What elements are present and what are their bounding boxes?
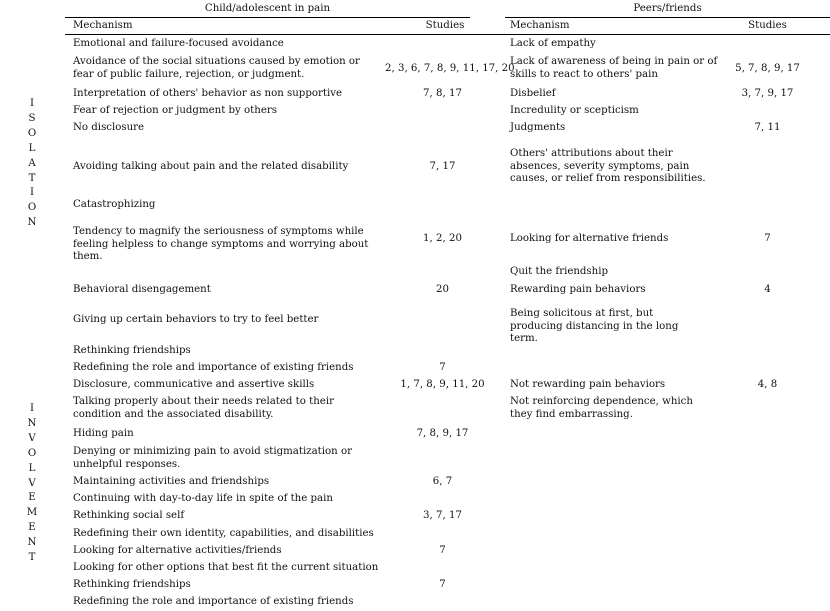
- right-mechanism: Lack of empathy: [510, 38, 596, 49]
- left-studies: 7: [439, 545, 446, 556]
- left-mechanism: Redefining the role and importance of existing friends: [73, 596, 354, 607]
- left-studies: 2, 3, 6, 7, 8, 9, 11, 17, 20: [385, 63, 515, 74]
- left-mechanism: Avoidance of the social situations caused by emotion or fear of public failure, rejection, or judgment.: [73, 56, 360, 80]
- right-studies: 7: [764, 233, 771, 244]
- right-mechanism: Quit the friendship: [510, 266, 609, 277]
- left-mechanism: Fear of rejection or judgment by others: [73, 105, 277, 116]
- left-mechanism: Hiding pain: [73, 428, 134, 439]
- isolation-label: I S O L A T I O N: [27, 98, 37, 229]
- child-mechanism-header: Mechanism: [73, 20, 133, 31]
- left-mechanism: Interpretation of others' behavior as non supportive: [73, 88, 342, 99]
- left-mechanism: Emotional and failure-focused avoidance: [73, 38, 284, 49]
- child-group-header: Child/adolescent in pain: [204, 3, 331, 14]
- peers-studies-header: Studies: [748, 20, 787, 31]
- left-mechanism: Behavioral disengagement: [73, 284, 211, 295]
- right-mechanism: Incredulity or scepticism: [510, 105, 639, 116]
- child-group-rule: [65, 17, 470, 18]
- right-studies: 4: [764, 284, 771, 295]
- right-mechanism: Disbelief: [510, 88, 556, 99]
- left-mechanism: Avoiding talking about pain and the related disability: [73, 161, 349, 172]
- left-studies: 20: [436, 284, 449, 295]
- right-mechanism: Looking for alternative friends: [510, 233, 669, 244]
- left-mechanism: Redefining the role and importance of existing friends: [73, 362, 354, 373]
- left-studies: 7, 8, 17: [423, 88, 462, 99]
- left-mechanism: Disclosure, communicative and assertive skills: [73, 379, 315, 390]
- left-studies: 7, 17: [429, 161, 456, 172]
- left-mechanism: Rethinking friendships: [73, 579, 191, 590]
- peers-mechanism-header: Mechanism: [510, 20, 570, 31]
- child-studies-header: Studies: [425, 20, 465, 31]
- right-mechanism: Not rewarding pain behaviors: [510, 379, 666, 390]
- left-mechanism: Rethinking friendships: [73, 345, 191, 356]
- right-mechanism: Judgments: [510, 122, 566, 133]
- right-mechanism: Being solicitous at first, but producing distancing in the long term.: [510, 308, 679, 344]
- right-studies: 3, 7, 9, 17: [741, 88, 794, 99]
- left-studies: 1, 7, 8, 9, 11, 20: [400, 379, 485, 390]
- involvement-label: I N V O L V E M E N T: [26, 403, 38, 564]
- peers-group-rule: [505, 17, 830, 18]
- left-mechanism: Continuing with day-to-day life in spite of the pain: [73, 493, 333, 504]
- right-studies: 7, 11: [754, 122, 781, 133]
- left-studies: 7, 8, 9, 17: [416, 428, 469, 439]
- header-rule: [65, 34, 830, 35]
- left-mechanism: Tendency to magnify the seriousness of symptoms while feeling helpless to change symptoms and worrying about them.: [73, 226, 369, 262]
- left-mechanism: Maintaining activities and friendships: [73, 476, 270, 487]
- right-mechanism: Not reinforcing dependence, which they find embarrassing.: [510, 396, 693, 420]
- left-studies: 7: [439, 362, 446, 373]
- left-mechanism: Rethinking social self: [73, 510, 185, 521]
- left-mechanism: Redefining their own identity, capabilities, and disabilities: [73, 528, 374, 539]
- left-studies: 1, 2, 20: [423, 233, 462, 244]
- left-studies: 3, 7, 17: [423, 510, 462, 521]
- right-mechanism: Rewarding pain behaviors: [510, 284, 646, 295]
- right-studies: 4, 8: [757, 379, 778, 390]
- left-mechanism: Catastrophizing: [73, 199, 156, 210]
- left-mechanism: Looking for other options that best fit the current situation: [73, 562, 379, 573]
- peers-group-header: Peers/friends: [633, 3, 702, 14]
- right-mechanism: Lack of awareness of being in pain or of skills to react to others' pain: [510, 56, 718, 80]
- right-mechanism: Others' attributions about their absences, severity symptoms, pain causes, or relief from responsibilities.: [510, 148, 706, 184]
- left-mechanism: Talking properly about their needs related to their condition and the associated disability.: [73, 396, 334, 420]
- left-mechanism: Denying or minimizing pain to avoid stigmatization or unhelpful responses.: [73, 446, 352, 470]
- right-studies: 5, 7, 8, 9, 17: [735, 63, 800, 74]
- left-studies: 7: [439, 579, 446, 590]
- left-mechanism: No disclosure: [73, 122, 145, 133]
- left-mechanism: Looking for alternative activities/friends: [73, 545, 282, 556]
- left-studies: 6, 7: [432, 476, 453, 487]
- left-mechanism: Giving up certain behaviors to try to feel better: [73, 314, 319, 325]
